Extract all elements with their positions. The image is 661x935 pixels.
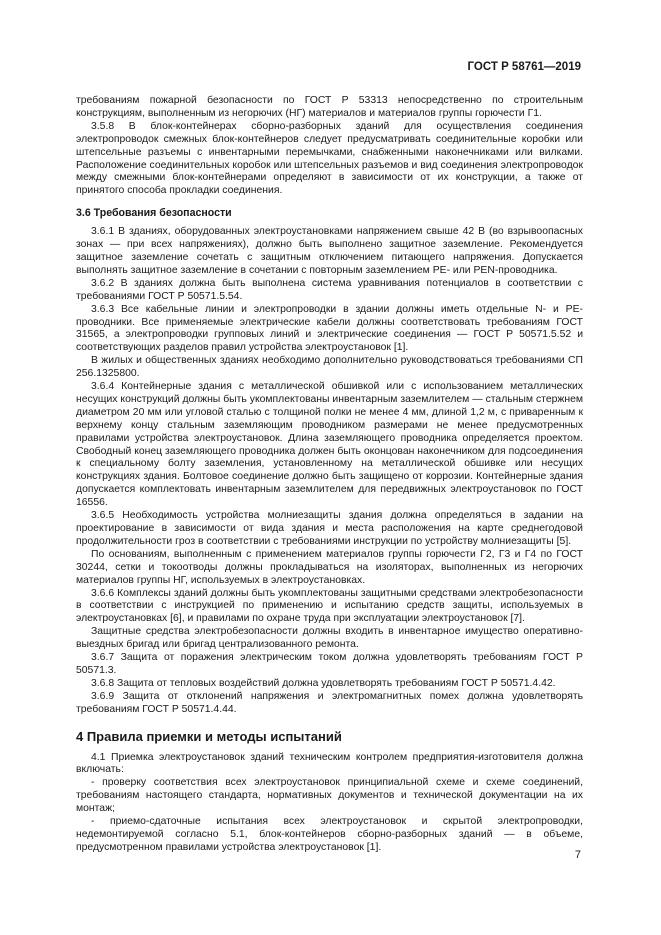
paragraph: Защитные средства электробезопасности должны входить в инвентарное имущество оперативно-выездных бригад или бригад централизованного ремонта. (76, 626, 583, 651)
paragraph-3-6-9: 3.6.9 Защита от отклонений напряжения и электромагнитных помех должна удовлетворять требованиям ГОСТ Р 50571.4.44. (76, 690, 583, 715)
paragraph-3-6-4: 3.6.4 Контейнерные здания с металлической обшивкой или с использованием металлических несущих конструкций должны быть укомплектованы инвентарным заземлителем — стальным стержнем диаметром 20 мм или угловой сталью с толщиной полки не менее 4 мм, длиной 1,2 м, с приваренным к верхнему концу стальным заземляющим проводником размерами не менее предусмотренных правилами устройства электроустановок. Длина заземляющего проводника определяется проектом. Свободный конец заземляющего проводника должен быть оконцован наконечником для подсоединения к специальному болту заземления, установленному на металлической обшивке или несущих конструкциях здания. Болтовое соединение должно быть защищено от коррозии. Контейнерные здания допускается комплектовать инвентарным заземлителем для передвижных электроустановок по ГОСТ 16556. (76, 381, 583, 509)
page-number: 7 (574, 849, 581, 861)
list-item: - приемо-сдаточные испытания всех электроустановок и скрытой электропроводки, недемонтируемой согласно 5.1, блок-контейнеров сборно-разборных зданий — в объеме, предусмотренном правилами устройства электроустановок [1]. (76, 816, 583, 853)
list-item: - проверку соответствия всех электроустановок принципиальной схеме и схеме соединений, требованиям настоящего стандарта, нормативных документов и технической документации на их монтаж; (76, 777, 583, 815)
paragraph: По основаниям, выполненным с применением материалов группы горючести Г2, Г3 и Г4 по ГОСТ 30244, сетки и токоотводы должны прокладываться на изоляторах, выполненных из негорючих материалов группы НГ, используемых в электроустановках. (76, 548, 583, 586)
document-header: ГОСТ Р 58761—2019 (467, 61, 581, 73)
paragraph-3-6-2: 3.6.2 В зданиях должна быть выполнена система уравнивания потенциалов в соответствии с требованиями ГОСТ Р 50571.5.54. (76, 277, 583, 302)
paragraph-3-6-1: 3.6.1 В зданиях, оборудованных электроустановками напряжением свыше 42 В (во взрывоопасных зонах — при всех напряжениях), должно быть выполнено защитное заземление. Рекомендуется защитное заземление сочетать с защитным отключением питающего напряжения. Допускается выполнять защитное заземление в сочетании с повторным заземлением PE- или PEN-проводника. (76, 226, 583, 276)
document-body (76, 95, 583, 855)
paragraph-3-6-5: 3.6.5 Необходимость устройства молниезащиты здания должна определяться в задании на проектирование в зависимости от вида здания и места расположения на карте среднегодовой продолжительности гроз в соответствии с требованиями инструкции по устройству молниезащиты [5]. (76, 510, 583, 547)
paragraph-3-6-7: 3.6.7 Защита от поражения электрическим током должна удовлетворять требованиям ГОСТ Р 50571.3. (76, 652, 583, 676)
section-heading-3-6: 3.6 Требования безопасности (76, 207, 232, 220)
paragraph: В жилых и общественных зданиях необходимо дополнительно руководствоваться требованиями СП 256.1325800. (76, 355, 583, 380)
paragraph-3-6-8: 3.6.8 Защита от тепловых воздействий должна удовлетворять требованиям ГОСТ Р 50571.4.42. (91, 677, 556, 689)
paragraph-4-1: 4.1 Приемка электроустановок зданий техническим контролем предприятия-изготовителя должна включать: (76, 751, 583, 776)
paragraph-3-6-3: 3.6.3 Все кабельные линии и электропроводки в здании должны иметь отдельные N- и PE-проводники. Все применяемые электрические кабели должны соответствовать требованиям ГОСТ 31565, а электропроводки групповых линий и электрические соединения — ГОСТ Р 50571.5.52 и соответствующих разделов правил устройства электроустановок [1]. (76, 303, 583, 354)
paragraph-3-5-8: 3.5.8 В блок-контейнерах сборно-разборных зданий для осуществления соединения электропроводок смежных блок-контейнеров следует предусматривать соединительные коробки или штепсельные разъемы с инвентарными перемычками, снабженными наконечниками или вилками. Расположение соединительных коробок или штепсельных разъемов и вид соединения электропроводок между смежными блок-контейнерами определяют в зависимости от их конструкции, а также от принятого способа прокладки соединения. (76, 120, 583, 197)
paragraph-3-6-6: 3.6.6 Комплексы зданий должны быть укомплектованы защитными средствами электробезопасности в соответствии с инструкцией по применению и испытанию средств защиты, используемых в электроустановках [6], и правилами по охране труда при эксплуатации электроустановок [7]. (76, 587, 583, 625)
paragraph: требованиям пожарной безопасности по ГОСТ Р 53313 непосредственно по строительным конструкциям, выполненным из негорючих (НГ) материалов и материалов группы горючести Г1. (76, 95, 583, 119)
section-heading-4: 4 Правила приемки и методы испытаний (76, 728, 342, 744)
